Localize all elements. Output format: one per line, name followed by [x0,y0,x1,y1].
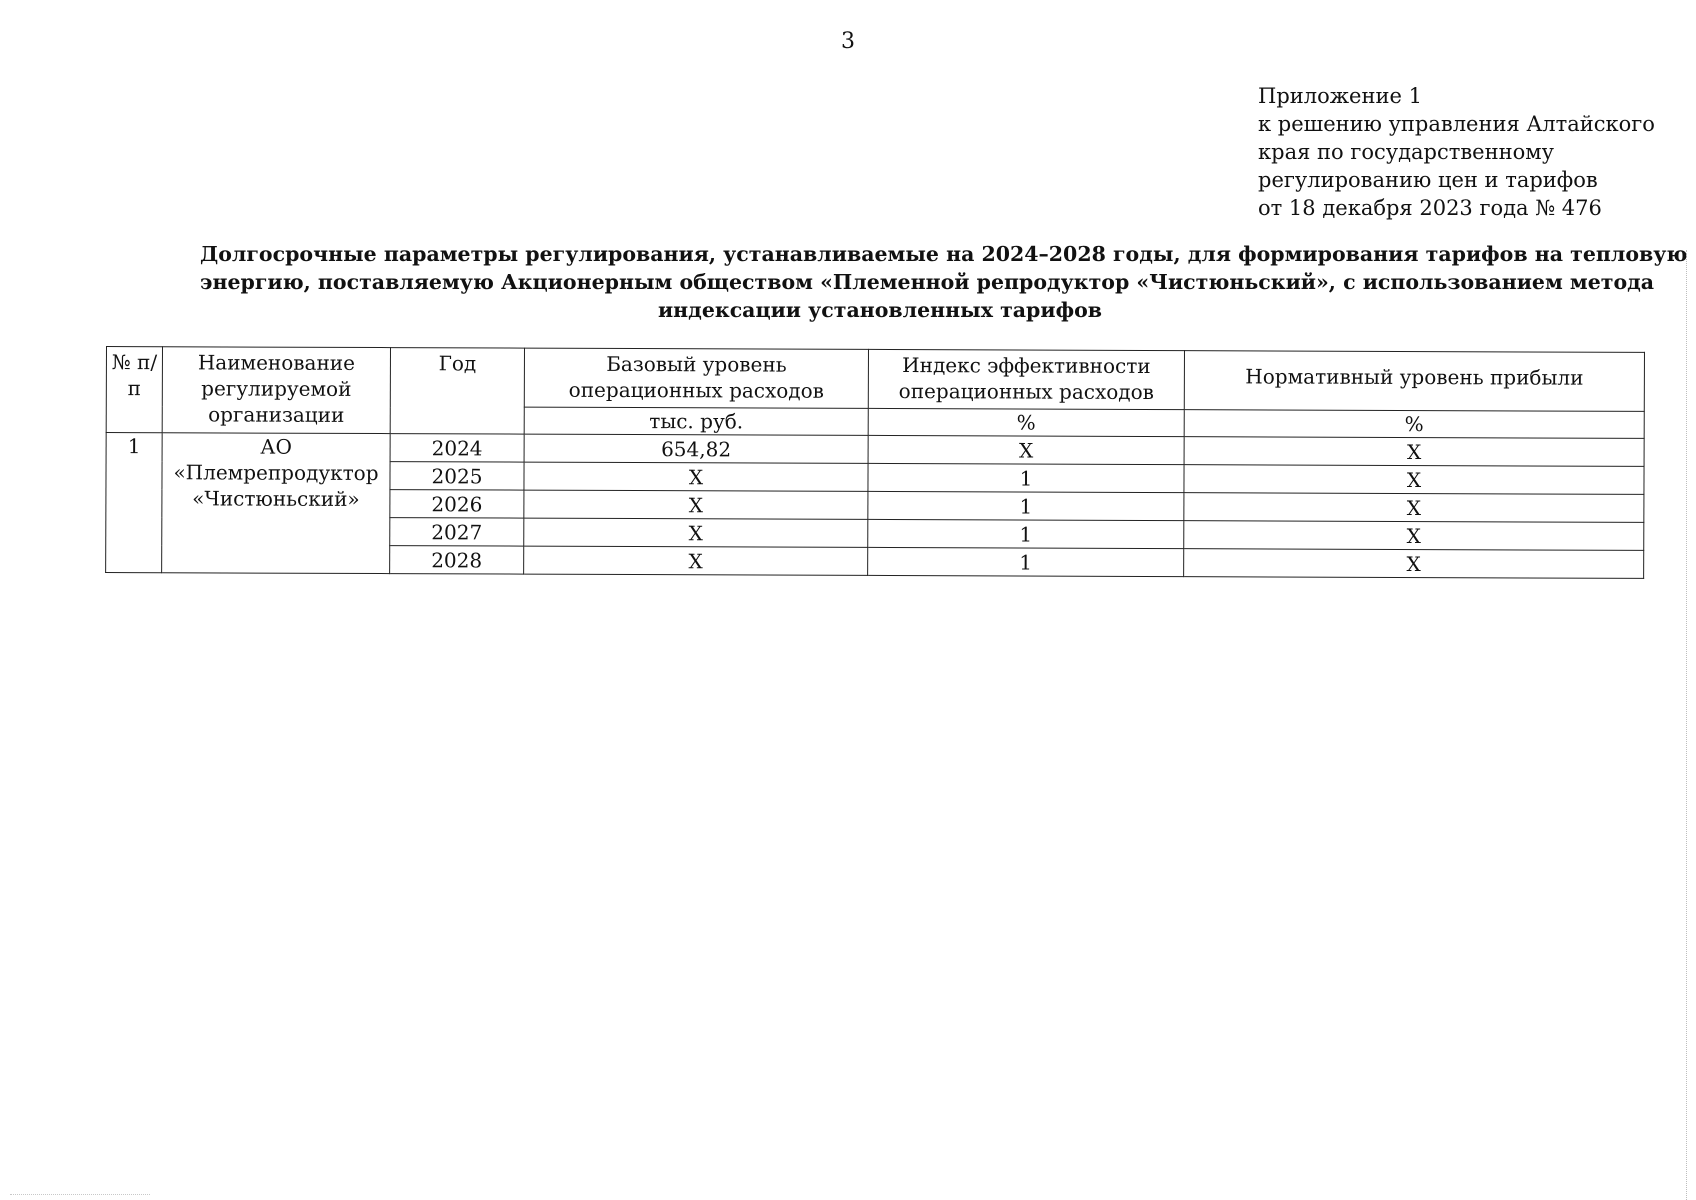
efficiency-index-cell: 1 [868,491,1184,520]
document-title [200,240,1688,324]
title-line: индексации установленных тарифов [657,298,1103,322]
appendix-line: к решению управления Алтайского [1258,112,1655,136]
scan-bottom-artifact [10,1194,150,1196]
base-opex-cell: Х [524,518,868,547]
parameters-table-wrapper [105,346,1644,579]
table-row [106,433,1644,467]
header-profit-level: Нормативный уровень прибыли [1184,351,1644,412]
year-cell: 2026 [390,490,524,519]
profit-level-cell: Х [1184,465,1644,495]
base-opex-cell: Х [524,490,868,519]
year-cell: 2027 [390,518,524,547]
efficiency-index-cell: 1 [868,463,1184,492]
appendix-line: края по государственному [1258,140,1554,164]
header-number: № п/п [106,347,162,433]
profit-level-cell: Х [1184,549,1644,579]
appendix-line: Приложение 1 [1258,84,1422,108]
header-year: Год [390,348,524,435]
profit-level-cell: Х [1184,521,1644,551]
unit-profit-level: % [1184,410,1644,439]
appendix-line: регулированию цен и тарифов [1258,168,1598,192]
profit-level-cell: Х [1184,437,1644,467]
appendix-block [1258,82,1655,222]
year-cell: 2028 [390,546,524,575]
base-opex-cell: 654,82 [524,434,868,463]
parameters-table [105,346,1645,579]
unit-efficiency-index: % [868,408,1184,436]
header-row [106,347,1644,412]
header-base-opex: Базовый уровень операционных расходов [524,348,868,408]
year-cell: 2024 [390,434,524,463]
efficiency-index-cell: Х [868,435,1184,464]
efficiency-index-cell: 1 [868,547,1184,576]
page-number: 3 [841,29,855,54]
profit-level-cell: Х [1184,493,1644,523]
header-efficiency-index: Индекс эффективности операционных расходов [868,349,1184,409]
appendix-line: от 18 декабря 2023 года № 476 [1258,196,1602,220]
row-number: 1 [106,433,163,573]
title-line: энергию, поставляемую Акционерным обществом «Племенной репродуктор «Чистюньский», с использованием метода [200,270,1655,294]
year-cell: 2025 [390,462,524,491]
title-line: Долгосрочные параметры регулирования, устанавливаемые на 2024–2028 годы, для формирования тарифов на тепловую [200,242,1688,266]
header-organization: Наименование регулируемой организации [162,347,390,434]
organization-name: АО «Племрепродуктор «Чистюньский» [162,433,391,574]
efficiency-index-cell: 1 [868,519,1184,548]
base-opex-cell: Х [524,462,868,491]
unit-base-opex: тыс. руб. [524,407,868,435]
base-opex-cell: Х [524,546,868,575]
scan-edge-artifact [1686,250,1688,1200]
